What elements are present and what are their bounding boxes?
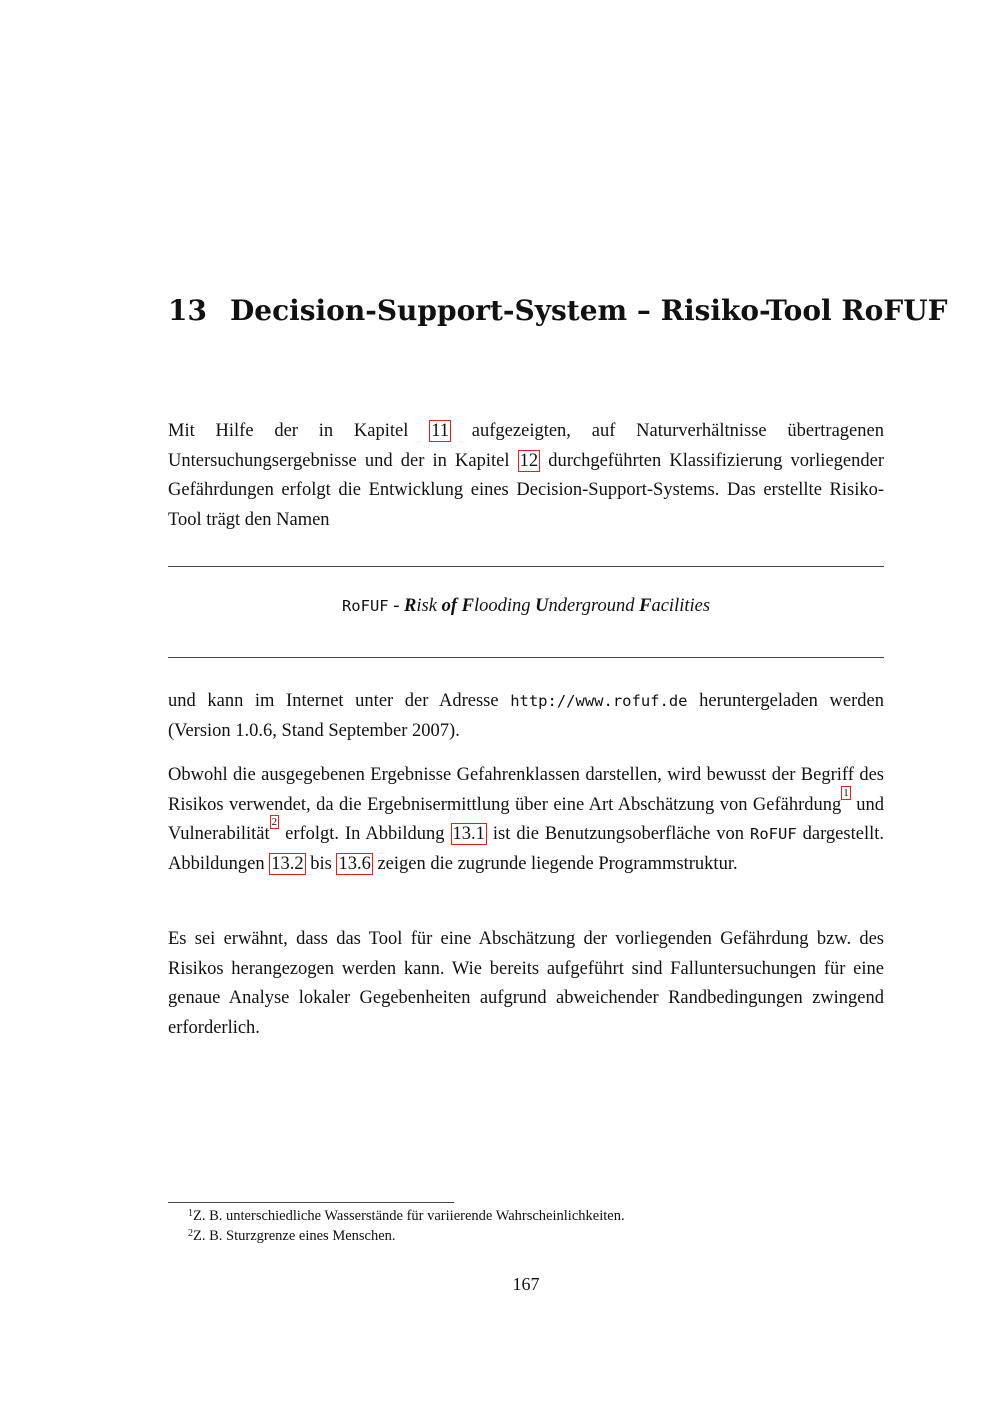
acronym-letter: R <box>404 596 417 616</box>
footnote-item <box>188 1206 888 1226</box>
tool-code: RoFUF <box>750 825 797 844</box>
text-run: nderground <box>548 596 640 616</box>
figure-ref-link[interactable]: 13.6 <box>338 853 371 874</box>
text-run: zeigen die zugrunde liegende Programmstruktur. <box>372 853 738 874</box>
figure-ref-link[interactable]: 13.1 <box>452 824 485 845</box>
text-run: erfolgt. In Abbildung <box>279 824 451 845</box>
text-run: looding <box>473 596 536 616</box>
acronym-letter: U <box>535 596 549 616</box>
chapter-heading <box>168 294 948 327</box>
tool-name-tagline <box>168 596 884 617</box>
chapter-title: Decision-Support-System – Risiko-Tool RoFUF <box>230 294 948 327</box>
text-run: aufgezeigten, auf Naturverhältnisse übertragenen Untersuchungsergebnisse und der in Kapitel <box>168 421 884 471</box>
footnote-divider <box>168 1202 454 1203</box>
text-run: Obwohl die ausgegebenen Ergebnisse Gefahrenklassen darstellen, wird bewusst der Begriff des Risikos verwendet, da die Ergebnisermittlung über eine Art Abschätzung von Gefährdung <box>168 765 884 815</box>
text-run: heruntergeladen werden (Version 1.0.6, Stand September 2007). <box>168 691 884 741</box>
text-run: und Vulnerabilität <box>168 794 885 845</box>
acronym-letter: F <box>461 596 474 616</box>
chapter-ref-link[interactable]: 12 <box>519 450 539 471</box>
intro-paragraph <box>168 417 884 535</box>
footnotes <box>188 1206 888 1246</box>
download-paragraph <box>168 687 884 746</box>
footnote-text: Z. B. Sturzgrenze eines Menschen. <box>193 1228 396 1244</box>
footnote-ref-1[interactable]: 1 <box>843 786 849 799</box>
closing-paragraph: Es sei erwähnt, dass das Tool für eine Abschätzung der vorliegenden Gefährdung bzw. des Risikos herangezogen werden kann. Wie bereits aufgeführt sind Falluntersuchungen für eine genaue Analyse lokaler Gegebenheiten aufgrund abweichender Randbedingungen zwingend erforderlich. <box>168 929 884 1038</box>
text-run: durchgeführten Klassifizierung vorliegender Gefährdungen erfolgt die Entwicklung eines Decision-Support-Systems. Das erstellte Risiko-Tool trägt den Namen <box>168 450 884 530</box>
divider-top <box>168 566 884 567</box>
footnote-mark: 2 <box>188 1228 193 1239</box>
text-run: und kann im Internet unter der Adresse <box>168 691 511 711</box>
text-run: - <box>388 596 405 616</box>
chapter-number: 13 <box>168 294 207 327</box>
text-run: isk <box>416 596 442 616</box>
text-run: dargestellt. Abbildungen <box>168 824 884 874</box>
tool-code: RoFUF <box>341 597 389 615</box>
text-run: bis <box>305 853 337 874</box>
text-run: Mit Hilfe der in Kapitel <box>168 421 430 441</box>
risk-paragraph <box>168 761 884 879</box>
text-run: ist die Benutzungsoberfläche von <box>486 824 750 845</box>
figure-ref-link[interactable]: 13.2 <box>271 853 304 874</box>
acronym-letter: of <box>441 596 457 616</box>
footnote-text: Z. B. unterschiedliche Wasserstände für variierende Wahrscheinlichkeiten. <box>193 1208 625 1224</box>
footnote-mark: 1 <box>188 1208 193 1219</box>
page-number: 167 <box>512 1274 540 1294</box>
footnote-item <box>188 1226 888 1246</box>
footnote-ref-2[interactable]: 2 <box>271 816 278 829</box>
acronym-letter: F <box>639 596 652 616</box>
chapter-ref-link[interactable]: 11 <box>431 421 450 441</box>
divider-bottom <box>168 657 884 658</box>
text-run: acilities <box>651 596 711 616</box>
url-link[interactable]: http://www.rofuf.de <box>510 692 688 710</box>
